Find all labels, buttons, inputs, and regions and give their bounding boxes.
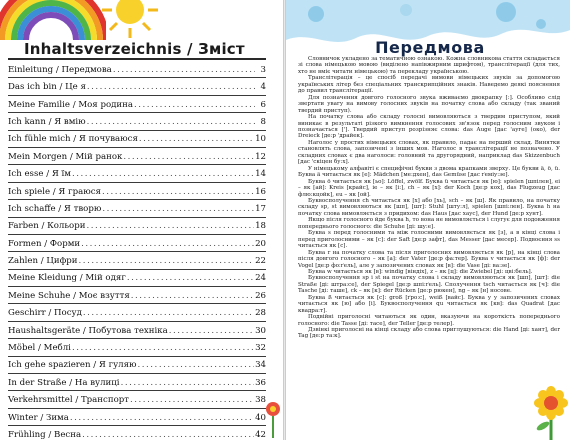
preface-paragraph: Буквосполучення ch читається як [х] або [хь], sch – як [ш]. Як правило, на початку складу sp, st вимовляються як [шп], [шт]: Stuhl [шту:л], spielen [шпі:лен]. Буква h на початку слова вимовляється з придихом: das Haus [дас хаус], der Hund [де:р хунт]. <box>298 197 560 217</box>
toc-entry-label: Farben / Кольори <box>8 221 86 232</box>
preface-paragraph: Наголос у простих німецьких словах, як правило, падає на перший склад. Винятки становлять слова, запозичені з інших мов. Наголос в транслітерації не позначено. У складних словах є два наголоси: головний та другорядний, наприклад das Skizzenbuch [дас 'скіцен бу:х]. <box>298 139 560 166</box>
toc-entry-page: 24 <box>255 273 266 284</box>
toc-entry <box>8 409 266 426</box>
toc-dot-leader <box>70 414 254 423</box>
preface-paragraph: Буква r на початку слова та після приголосних вимовляється як [р], на кінці слова після довгого голосного – як [а]: der Vater [де:р фа:тер]. Буква v читається як [ф]: der Vogel [де:р фо:ґель], але у запозичених словах як [в]: die Vase [ді: ва:зе]. <box>298 249 560 269</box>
toc-entry <box>8 374 266 391</box>
preface-paragraph: Буква ö читається як [ьо]: Löffel, zwölf. Буква ü читається як [ю]: spielen [шпілен], ei – як [ай]: Kreis [крайс], ie – як [і:], ch – як [х]: der Koch [де:р кох], das Flugzeug [дас флю:кцойк], eu – як [ой]. <box>298 178 560 198</box>
toc-entry-label: Winter / Зима <box>8 412 69 423</box>
toc-entry-label: Meine Schuhe / Моє взуття <box>8 290 130 301</box>
toc-entry-page: 10 <box>255 134 266 145</box>
left-page <box>0 0 283 440</box>
toc-dot-leader <box>139 135 254 144</box>
toc-dot-leader <box>123 153 254 162</box>
toc-dot-leader <box>87 83 255 92</box>
toc-entry-page: 26 <box>255 290 266 301</box>
toc-entry-label: Ich schaffe / Я творю <box>8 203 102 214</box>
toc-entry <box>8 96 266 113</box>
toc-entry <box>8 357 266 374</box>
toc-dot-leader <box>79 257 255 266</box>
toc-entry <box>8 131 266 148</box>
toc-entry <box>8 78 266 95</box>
toc-dot-leader <box>127 274 254 283</box>
toc-dot-leader <box>86 222 254 231</box>
toc-entry-label: Zahlen / Цифри <box>8 256 78 267</box>
preface-paragraph: Подвійні приголосні читаються як один, вказуючи на короткість попереднього голосного: die Tasse [ді: тасе], der Teller [де:р телер]. <box>298 314 560 327</box>
toc-entry-page: 4 <box>260 82 266 93</box>
sun-illustration <box>98 0 162 42</box>
title-underline <box>8 58 266 60</box>
toc-entry <box>8 61 266 78</box>
preface-paragraph: Буква w читається як [в]: windig [віндіх], z – як [ц]: die Zwiebel [ді: цві:бель]. <box>308 268 533 275</box>
toc-entry <box>8 426 266 440</box>
preface-paragraph: Для позначення довгого голосного звука вживаємо двокрапку [:]. Особливо слід звертати увагу на вимову голосних звуків на початку слова або складу (так званий твердий приступ). <box>298 94 560 114</box>
toc-dot-leader <box>113 66 255 75</box>
preface-paragraph: Словничок укладено за тематичною ознакою. Кожна словникова стаття складається зі слова німецькою мовою (виділено напівжирним шрифтом), транслітерації (для тих, хто не вміє читати німецькою) та перекладу українською. <box>298 56 560 75</box>
toc-entry-label: In der Straße / На вулиці <box>8 377 120 388</box>
toc-entry <box>8 322 266 339</box>
preface-title: Передмова <box>375 38 485 57</box>
toc-dot-leader <box>138 361 255 370</box>
toc-dot-leader <box>82 431 254 440</box>
preface-paragraph: Транслітерація – це спосіб передачі вимови німецьких звуків за допомогою українських літер без спеціальних транскрипційних знаків. Наведемо деякі пояснення до правил транслітерації. <box>298 75 560 95</box>
rainbow-illustration <box>0 0 106 40</box>
toc-entry-label: Das ich bin / Це я <box>8 82 86 93</box>
toc-entry <box>8 287 266 304</box>
toc-entry-page: 8 <box>260 116 266 127</box>
toc-entry-label: Ich esse / Я їм <box>8 169 71 180</box>
preface-paragraph: Буква ß читається як [с]: groß [ґро:с], weiß [вайс]. Буква y у запозичених словах читається як [ю] або [і]. Буквосполучення qu читається як [кв]: das Quadrat [дас квадра:т]. <box>298 294 560 314</box>
toc-entry-label: Verkehrsmittel / Транспорт <box>8 395 130 406</box>
toc-dot-leader <box>83 309 254 318</box>
toc-entry-page: 18 <box>255 221 266 232</box>
preface-body <box>298 56 560 438</box>
toc-entry-page: 12 <box>255 151 266 162</box>
toc-dot-leader <box>121 379 255 388</box>
toc-entry-label: Ich gehe spazieren / Я гуляю <box>8 360 137 371</box>
toc-dot-leader <box>72 344 254 353</box>
toc-dot-leader <box>72 170 254 179</box>
toc-entry-label: Ich kann / Я вмію <box>8 116 86 127</box>
toc-dot-leader <box>81 240 254 249</box>
toc-entry <box>8 252 266 269</box>
toc-entry-label: Haushaltsgeräte / Побутова техніка <box>8 325 168 336</box>
toc-dot-leader <box>102 188 254 197</box>
toc-entry-label: Ich spiele / Я граюся <box>8 186 101 197</box>
toc-dot-leader <box>87 118 255 127</box>
toc-entry-page: 14 <box>255 169 266 180</box>
toc-entry <box>8 270 266 287</box>
toc-entry <box>8 200 266 217</box>
toc-entry-page: 34 <box>255 360 266 371</box>
toc-entry <box>8 113 266 130</box>
toc-entry-label: Geschirr / Посуд <box>8 308 82 319</box>
toc-entry-label: Einleitung / Передмова <box>8 64 112 75</box>
toc-entry-page: 32 <box>255 343 266 354</box>
toc-entry <box>8 304 266 321</box>
preface-paragraph: На початку слова або складу голосні вимовляються з твердим приступом, який виникає в результаті різкого вимкнення голосових зв'язок перед голосним звуком і позначається [']. Твердий приступ розрізняє слова: das Auge [дас 'ауге] (око), der Dreieck [де:р 'драйек]. <box>298 114 560 140</box>
preface-paragraph: Якщо після голосного йде буква h, то вона не вимовляється і слугує для подовження попереднього голосного: die Schuhe [ді: шу:е]. <box>298 217 560 230</box>
toc-entry <box>8 148 266 165</box>
toc-entry <box>8 165 266 182</box>
toc-entry-label: Ich fühle mich / Я почуваюся <box>8 134 138 145</box>
toc-entry-label: Meine Kleidung / Мій одяг <box>8 273 126 284</box>
toc-entry-label: Meine Familie / Моя родина <box>8 99 133 110</box>
toc-dot-leader <box>130 396 254 405</box>
toc-list <box>8 61 266 440</box>
toc-entry <box>8 339 266 356</box>
toc-entry <box>8 218 266 235</box>
toc-entry <box>8 391 266 408</box>
toc-dot-leader <box>169 327 254 336</box>
toc-entry-page: 36 <box>255 377 266 388</box>
toc-entry <box>8 183 266 200</box>
toc-entry-label: Mein Morgen / Мій ранок <box>8 151 123 162</box>
flower-decoration <box>262 398 283 438</box>
toc-entry-label: Frühling / Весна <box>8 430 82 440</box>
toc-entry-page: 30 <box>255 325 266 336</box>
toc-entry-page: 17 <box>255 203 266 214</box>
toc-entry-label: Möbel / Меблі <box>8 343 71 354</box>
preface-paragraph: У німецькому алфавіті є специфічні букви з двома крапками зверху. Це букви ä, ö, ü. Буква ä читається як [е]: Mädchen [ме:дхен], das Gemüse [дас ґеміу:зе]. <box>298 165 560 179</box>
toc-entry-page: 40 <box>255 412 266 423</box>
toc-dot-leader <box>134 101 255 110</box>
toc-dot-leader <box>102 205 254 214</box>
toc-entry-page: 22 <box>255 256 266 267</box>
preface-paragraph: Буквосполучення sp і st на початку слова і складу вимовляються як [шп], [шт]: die Straße [ді: штра:се], der Spiegel [де:р шпі:ґель]. Сполучення tsch читається як [ч]: die Tasche [ді: таше], ck – як [к]: der Rücken [де:р рюкен], ng – як [н] носове. <box>298 275 560 295</box>
sunflower-decoration <box>532 386 570 440</box>
toc-entry-page: 38 <box>255 395 266 406</box>
toc-entry-page: 6 <box>260 99 266 110</box>
toc-entry-label: Formen / Форми <box>8 238 81 249</box>
toc-entry-page: 42 <box>255 430 266 440</box>
toc-dot-leader <box>131 292 254 301</box>
toc-entry-page: 20 <box>255 238 266 249</box>
toc-entry <box>8 235 266 252</box>
toc-entry-page: 28 <box>255 308 266 319</box>
preface-paragraph: Дзвінкі приголосні на кінці складу або слова приглушуються: die Hand [ді: хант], der Tag [де:р та:к]. <box>298 327 560 340</box>
toc-entry-page: 16 <box>255 186 266 197</box>
toc-title: Inhaltsverzeichnis / Зміст <box>24 40 245 58</box>
toc-entry-page: 3 <box>260 64 266 75</box>
preface-paragraph: Буква s перед голосними та між голосними вимовляється як [з], а в кінці слова і перед приголосними – як [с]: der Saft [де:р зафт], das Messer [дас месер]. Подвоєння ss читається як [с]. <box>298 230 560 250</box>
